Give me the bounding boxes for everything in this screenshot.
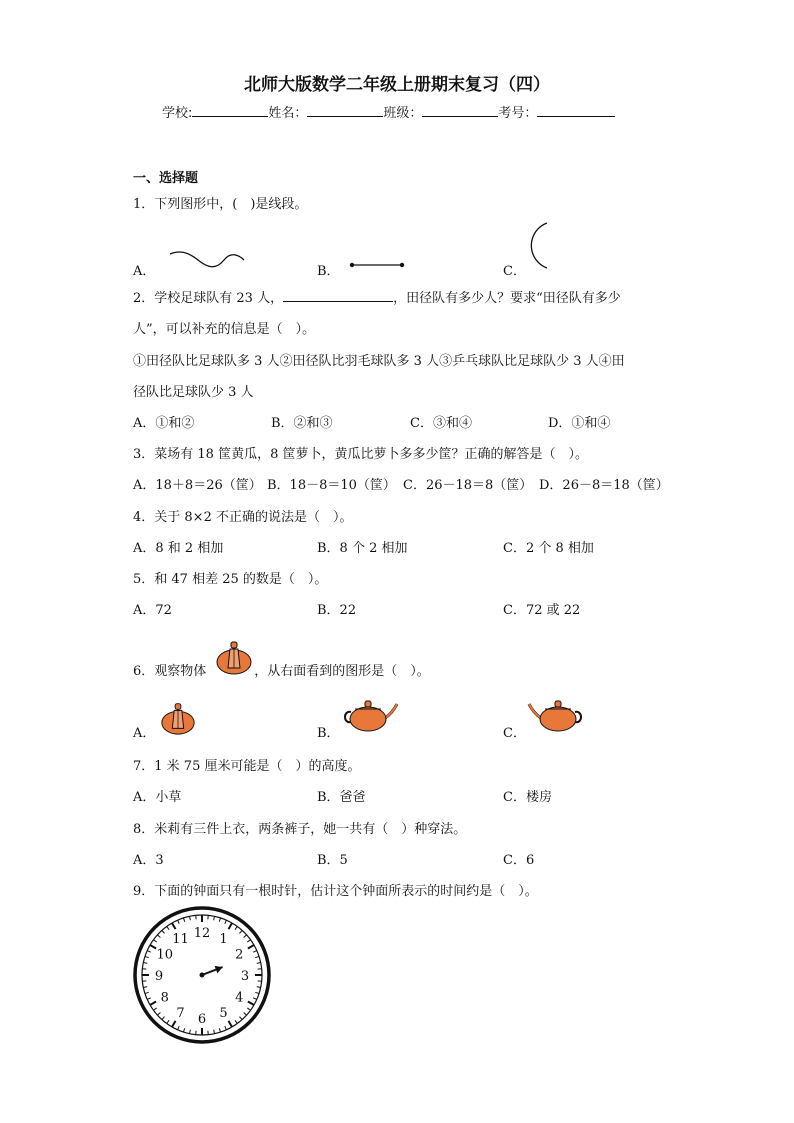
q7-option-a[interactable]: A．小草 <box>133 790 182 805</box>
student-info-line <box>162 102 615 121</box>
q7-option-c[interactable]: C．楼房 <box>503 790 552 805</box>
q2-stem-line2: 人”，可以补充的信息是（ ）。 <box>133 322 316 337</box>
q1-option-c[interactable]: C． <box>503 264 526 279</box>
q6-option-c[interactable]: C． <box>503 726 526 741</box>
q6-stem-post: ，从右面看到的图形是（ ）。 <box>254 664 430 679</box>
clock-number-12: 12 <box>193 926 211 941</box>
q5-option-c[interactable]: C．72 或 22 <box>503 603 581 618</box>
q9-stem: 9．下面的钟面只有一根时针，估计这个钟面所表示的时间约是（ ）。 <box>133 884 538 899</box>
q6-stem <box>133 660 430 679</box>
clock-center <box>200 973 205 978</box>
q3-option-b[interactable]: B．18－8＝10（筐） <box>267 478 396 493</box>
q2-stem-post: ，田径队有多少人？要求“田径队有多少 <box>393 291 621 306</box>
name-label: 姓名： <box>268 106 308 121</box>
class-label: 班级： <box>383 106 423 121</box>
teapot-front-icon <box>214 636 254 676</box>
page-title: 北师大版数学二年级上册期末复习（四） <box>244 75 550 95</box>
clock-number-1: 1 <box>219 931 228 947</box>
q8-option-c[interactable]: C．6 <box>503 853 535 868</box>
q2-option-a[interactable]: A．①和② <box>133 416 195 431</box>
q2-answer-blank[interactable] <box>283 289 393 302</box>
number-label: 考号： <box>498 106 538 121</box>
q3-stem: 3．菜场有 18 筐黄瓜，8 筐萝卜，黄瓜比萝卜多多少筐？正确的解答是（ ）。 <box>133 447 588 462</box>
clock-number-9: 9 <box>154 969 164 984</box>
clock-number-3: 3 <box>240 969 250 984</box>
section-heading: 一、选择题 <box>133 171 199 186</box>
q5-option-b[interactable]: B．22 <box>317 603 357 618</box>
q5-stem: 5．和 47 相差 25 的数是（ ）。 <box>133 572 328 587</box>
class-blank[interactable] <box>422 104 498 117</box>
wavy-line-figure <box>168 246 248 274</box>
q8-stem: 8．米莉有三件上衣，两条裤子，她一共有（ ）种穿法。 <box>133 822 467 837</box>
clock-number-7: 7 <box>176 1006 185 1022</box>
school-label: 学校: <box>162 106 193 121</box>
q6-stem-pre: 6．观察物体 <box>133 664 207 679</box>
clock-number-10: 10 <box>156 947 174 963</box>
teapot-option-b-icon <box>341 696 399 734</box>
name-blank[interactable] <box>307 104 383 117</box>
q2-option-c[interactable]: C．③和④ <box>410 416 472 431</box>
q2-info-line2: 径队比足球队少 3 人 <box>133 385 254 400</box>
q6-option-b[interactable]: B． <box>317 726 340 741</box>
q8-option-a[interactable]: A．3 <box>133 853 164 868</box>
number-blank[interactable] <box>537 104 615 117</box>
clock-face <box>133 906 271 1044</box>
teapot-option-c-icon <box>527 696 585 734</box>
q1-stem: 1．下列图形中，( )是线段。 <box>133 197 308 212</box>
q2-info-line1: ①田径队比足球队多 3 人②田径队比羽毛球队多 3 人③乒乓球队比足球队少 3 人④田 <box>133 354 625 369</box>
q1-option-a[interactable]: A． <box>133 264 156 279</box>
q3-option-a[interactable]: A．18＋8＝26（筐） <box>133 478 262 493</box>
clock-number-8: 8 <box>160 990 169 1006</box>
q1-option-b[interactable]: B． <box>317 264 340 279</box>
q3-option-c[interactable]: C．26－18＝8（筐） <box>403 478 533 493</box>
q2-option-d[interactable]: D．①和④ <box>548 416 611 431</box>
clock-number-5: 5 <box>219 1006 228 1022</box>
q2-stem-line1 <box>133 287 621 306</box>
clock-number-4: 4 <box>235 990 244 1006</box>
teapot-option-a-icon <box>158 698 198 736</box>
q4-option-c[interactable]: C．2 个 8 相加 <box>503 541 594 556</box>
q4-stem: 4．关于 8×2 不正确的说法是（ ）。 <box>133 510 353 525</box>
q7-stem: 7．1 米 75 厘米可能是（ ）的高度。 <box>133 759 361 774</box>
q7-option-b[interactable]: B．爸爸 <box>317 790 366 805</box>
clock-number-6: 6 <box>197 1012 207 1027</box>
arc-figure <box>527 220 557 272</box>
line-segment-figure <box>348 258 408 272</box>
clock-number-11: 11 <box>172 931 189 947</box>
school-blank[interactable] <box>192 104 268 117</box>
q4-option-a[interactable]: A．8 和 2 相加 <box>133 541 224 556</box>
q3-option-d[interactable]: D．26－8＝18（筐） <box>539 478 669 493</box>
q6-option-a[interactable]: A． <box>133 726 156 741</box>
q8-option-b[interactable]: B．5 <box>317 853 348 868</box>
q2-stem-pre: 2．学校足球队有 23 人， <box>133 291 284 306</box>
q4-option-b[interactable]: B．8 个 2 相加 <box>317 541 408 556</box>
clock-number-2: 2 <box>235 947 244 963</box>
q5-option-a[interactable]: A．72 <box>133 603 172 618</box>
q2-option-b[interactable]: B．②和③ <box>271 416 333 431</box>
